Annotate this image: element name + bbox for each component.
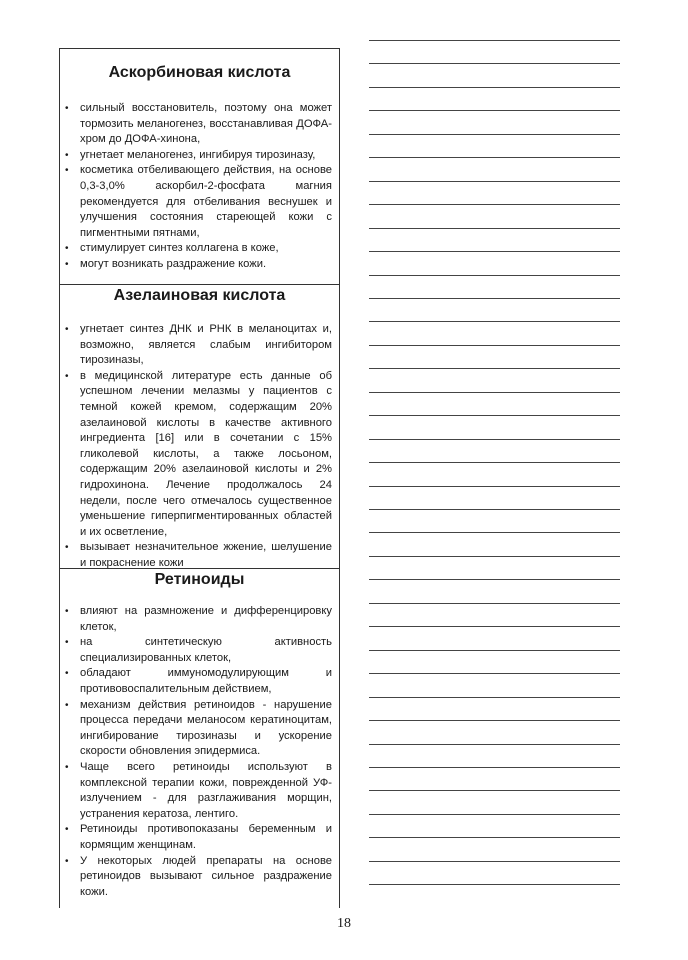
list-item: • Ретиноиды противопоказаны беременным и кормящим женщинам.	[60, 822, 339, 853]
bullet-list	[60, 101, 339, 273]
list-item: • сильный восстановитель, поэтому она может тормозить меланогенез, восстанавливая ДОФА-хром до ДОФА-хинона,	[60, 101, 339, 148]
note-line	[369, 181, 620, 182]
note-line	[369, 368, 620, 369]
note-line	[369, 579, 620, 580]
note-line	[369, 87, 620, 88]
bullet-list	[60, 604, 339, 900]
note-line	[369, 697, 620, 698]
section-title: Ретиноиды	[154, 571, 245, 588]
note-line	[369, 884, 620, 885]
page-number: 18	[337, 916, 351, 931]
section-retinoids	[60, 568, 339, 900]
note-line	[369, 321, 620, 322]
section-azelaic-acid	[60, 284, 339, 572]
list-item: • могут возникать раздражение кожи.	[60, 257, 339, 273]
note-line	[369, 509, 620, 510]
section-title: Азелаиновая кислота	[113, 287, 286, 304]
note-line	[369, 603, 620, 604]
note-line	[369, 204, 620, 205]
note-line	[369, 556, 620, 557]
list-item: • угнетает меланогенез, ингибируя тирозиназу,	[60, 148, 339, 164]
note-line	[369, 673, 620, 674]
bullet-list	[60, 322, 339, 572]
note-line	[369, 275, 620, 276]
list-item: • угнетает синтез ДНК и РНК в меланоцитах и, возможно, является слабым ингибитором тирозиназы,	[60, 322, 339, 369]
note-line	[369, 861, 620, 862]
section-title: Аскорбиновая кислота	[108, 64, 291, 81]
note-line	[369, 767, 620, 768]
note-line	[369, 110, 620, 111]
note-line	[369, 486, 620, 487]
note-line	[369, 720, 620, 721]
section-ascorbic-acid	[60, 63, 339, 273]
note-line	[369, 532, 620, 533]
note-line	[369, 744, 620, 745]
list-item: • косметика отбеливающего действия, на основе 0,3-3,0% аскорбил-2-фосфата магния рекомендуется для отбеливания веснушек и улучшения состояния стареющей кожи с пигментными пятнами,	[60, 163, 339, 241]
note-line	[369, 298, 620, 299]
note-line	[369, 814, 620, 815]
note-line	[369, 63, 620, 64]
note-line	[369, 157, 620, 158]
note-line	[369, 650, 620, 651]
note-line	[369, 345, 620, 346]
note-line	[369, 40, 620, 41]
list-item: • механизм действия ретиноидов - нарушение процесса передачи меланосом кератиноцитам, ингибирование тирозиназы и ускорение скорости обновления эпидермиса.	[60, 698, 339, 760]
notes-lines	[369, 40, 620, 900]
note-line	[369, 228, 620, 229]
note-line	[369, 439, 620, 440]
note-line	[369, 251, 620, 252]
note-line	[369, 790, 620, 791]
list-item: • обладают иммуномодулирующим и противовоспалительным действием,	[60, 666, 339, 697]
note-line	[369, 392, 620, 393]
note-line	[369, 837, 620, 838]
list-item: • Чаще всего ретиноиды используют в комплексной терапии кожи, поврежденной УФ-излучением - для разглаживания морщин, устранения кератоза, лентиго.	[60, 760, 339, 822]
note-line	[369, 134, 620, 135]
note-line	[369, 415, 620, 416]
list-item: • на синтетическую активность специализированных клеток,	[60, 635, 339, 666]
list-item: • влияют на размножение и дифференцировку клеток,	[60, 604, 339, 635]
list-item: • вызывает незначительное жжение, шелушение и покраснение кожи	[60, 540, 339, 571]
list-item: • стимулирует синтез коллагена в коже,	[60, 241, 339, 257]
content-box	[59, 48, 340, 908]
note-line	[369, 462, 620, 463]
list-item: • У некоторых людей препараты на основе ретиноидов вызывают сильное раздражение кожи.	[60, 854, 339, 901]
note-line	[369, 626, 620, 627]
list-item: • в медицинской литературе есть данные об успешном лечении мелазмы у пациентов с темной кожей кремом, содержащим 20% азелаиновой кислоты в качестве активного ингредиента [16] или в сочетании с 15% гликолевой кислоты, а также лосьоном, содержащим 20% азелаиновой кислоты и 2% гидрохинона. Лечение продолжалось 24 недели, после чего отмечалось существенное уменьшение гиперпигментированных областей и их осветление,	[60, 369, 339, 541]
